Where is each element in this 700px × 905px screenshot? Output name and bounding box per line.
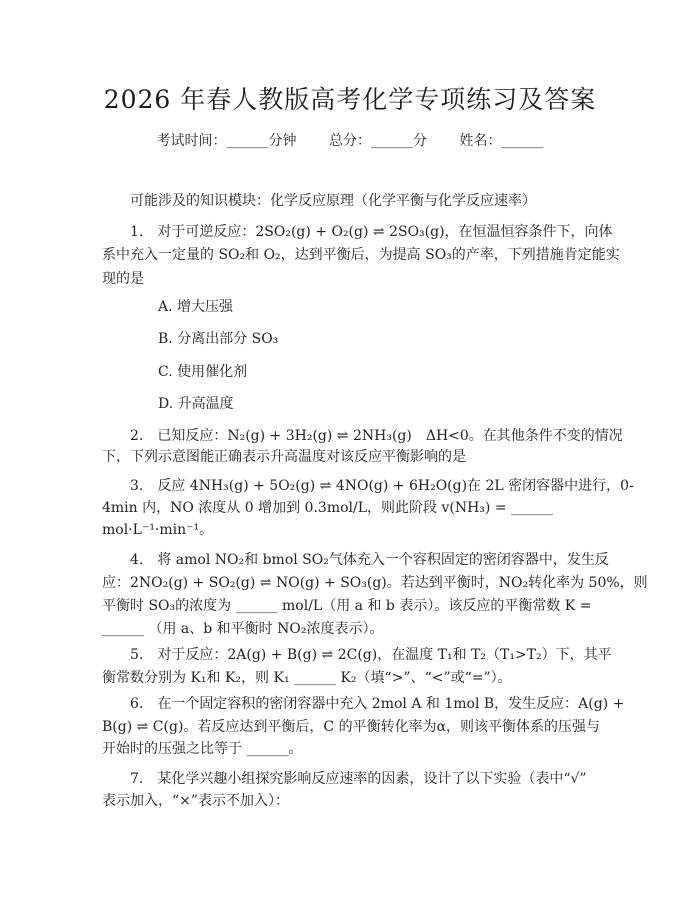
page-title: 2026 年春人教版高考化学专项练习及答案 — [103, 85, 597, 114]
question-5-line-2: 衡常数分别为 K₁和 K₂，则 K₁ ______ K₂（填“>”、“<”或“=”）。 — [102, 670, 512, 686]
question-4-line-3: 平衡时 SO₃的浓度为 ______ mol/L（用 a 和 b 表示）。该反应的平衡常数 K = — [102, 598, 592, 614]
question-2-line-1: 2. 已知反应：N₂(g) + 3H₂(g) ⇌ 2NH₃(g) ΔH<0。在其他条件不变的情况 — [130, 428, 623, 444]
question-1-option-c: C. 使用催化剂 — [158, 364, 248, 380]
question-2-line-2: 下，下列示意图能正确表示升高温度对该反应平衡影响的是 — [102, 449, 466, 465]
question-7-line-2: 表示加入，“×”表示不加入）： — [102, 793, 290, 809]
question-3-line-2: 4min 内，NO 浓度从 0 增加到 0.3mol/L，则此阶段 v(NH₃) = ______ — [102, 500, 554, 516]
question-4-line-1: 4. 将 amol NO₂和 bmol SO₂气体充入一个容积固定的密闭容器中，发生反 — [130, 552, 609, 568]
question-6-line-3: 开始时的压强之比等于 ______。 — [102, 741, 303, 757]
question-4-line-2: 应：2NO₂(g) + SO₂(g) ⇌ NO(g) + SO₃(g)。若达到平衡时，NO₂转化率为 50%，则 — [102, 575, 648, 591]
knowledge-scope: 可能涉及的知识模块：化学反应原理（化学平衡与化学反应速率） — [130, 193, 536, 209]
exam-score: 总分：______分 — [329, 133, 427, 149]
question-3-line-3: mol·L⁻¹·min⁻¹。 — [102, 522, 214, 538]
exam-meta — [0, 130, 700, 150]
question-5-line-1: 5. 对于反应：2A(g) + B(g) ⇌ 2C(g)，在温度 T₁和 T₂（T₁>T₂）下，其平 — [130, 647, 612, 663]
question-7-line-1: 7. 某化学兴趣小组探究影响反应速率的因素，设计了以下实验（表中“√” — [130, 771, 587, 787]
question-1-option-a: A. 增大压强 — [158, 299, 234, 315]
question-1-option-b: B. 分离出部分 SO₃ — [158, 331, 279, 347]
exam-name: 姓名：______ — [459, 133, 544, 149]
question-1-line-1: 1. 对于可逆反应：2SO₂(g) + O₂(g) ⇌ 2SO₃(g)，在恒温恒容条件下，向体 — [130, 224, 613, 240]
question-6-line-2: B(g) ⇌ C(g)。若反应达到平衡后，C 的平衡转化率为α，则该平衡体系的压强与 — [102, 719, 601, 735]
question-4-line-4: ______ （用 a、b 和平衡时 NO₂浓度表示）。 — [102, 621, 384, 637]
question-1-line-3: 现的是 — [102, 271, 144, 287]
question-6-line-1: 6. 在一个固定容积的密闭容器中充入 2mol A 和 1mol B，发生反应：A(g) + — [130, 696, 625, 712]
question-1-line-2: 系中充入一定量的 SO₂和 O₂，达到平衡后，为提高 SO₃的产率，下列措施肯定能实 — [102, 247, 620, 263]
question-3-line-1: 3. 反应 4NH₃(g) + 5O₂(g) ⇌ 4NO(g) + 6H₂O(g)在 2L 密闭容器中进行，0- — [130, 478, 634, 494]
question-1-option-d: D. 升高温度 — [158, 396, 234, 412]
exam-time: 考试时间：______分钟 — [156, 133, 297, 149]
